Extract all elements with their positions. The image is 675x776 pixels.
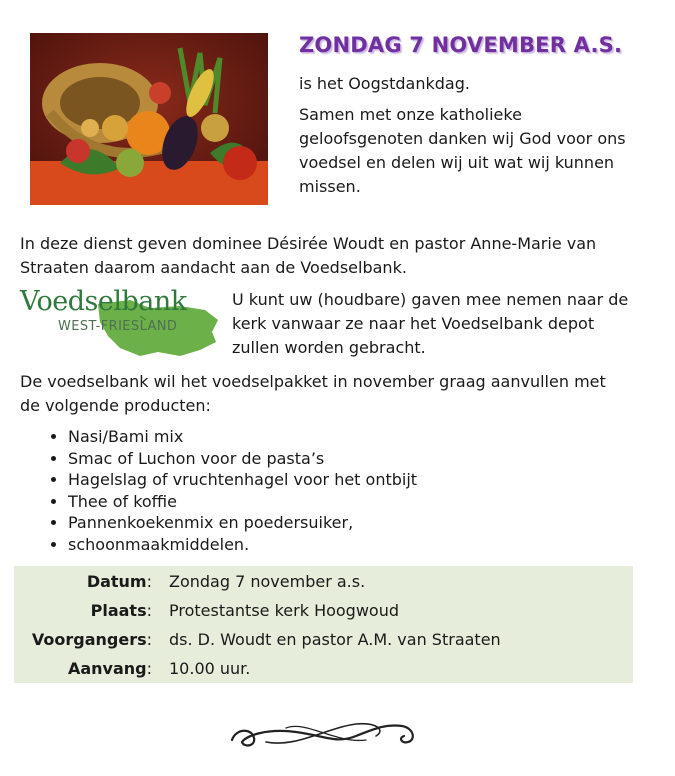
intro-line-1: is het Oogstdankdag. xyxy=(299,74,470,93)
info-row-plaats xyxy=(14,597,633,625)
donation-paragraph: U kunt uw (houdbare) gaven mee nemen naar de kerk vanwaar ze naar het Voedselbank depot zullen worden gebracht. xyxy=(232,290,629,357)
list-item: • Hagelslag of vruchtenhagel voor het ontbijt xyxy=(68,469,628,491)
info-value: Protestantse kerk Hoogwoud xyxy=(169,601,399,620)
logo-region: WEST-FRIESLAND xyxy=(58,319,178,334)
intro-line-2: Samen met onze katholieke geloofsgenoten danken wij God voor ons voedsel en delen wij uit wat wij kunnen missen. xyxy=(299,105,626,196)
info-value: ds. D. Woudt en pastor A.M. van Straaten xyxy=(169,630,501,649)
flourish-divider-icon xyxy=(226,714,418,758)
info-value: Zondag 7 november a.s. xyxy=(169,572,366,591)
info-box xyxy=(14,566,633,683)
products-intro: De voedselbank wil het voedselpakket in november graag aanvullen met de volgende producten: xyxy=(20,372,606,415)
list-item: • Pannenkoekenmix en poedersuiker, xyxy=(68,512,628,534)
service-paragraph: In deze dienst geven dominee Désirée Woudt en pastor Anne-Marie van Straaten daarom aandacht aan de Voedselbank. xyxy=(20,234,597,277)
logo-name: Voedselbank xyxy=(20,286,187,317)
voedselbank-logo xyxy=(20,286,220,361)
info-label: Aanvang: xyxy=(67,659,152,678)
list-item: • schoonmaakmiddelen. xyxy=(68,534,628,556)
info-row-aanvang xyxy=(14,655,633,683)
list-item: • Smac of Luchon voor de pasta’s xyxy=(68,448,628,470)
harvest-photo xyxy=(30,33,268,205)
harvest-image xyxy=(30,33,268,205)
intro-text xyxy=(299,72,639,206)
info-label: Plaats: xyxy=(90,601,152,620)
info-row-voorgangers xyxy=(14,626,633,654)
list-item: • Thee of koffie xyxy=(68,491,628,513)
info-label: Datum: xyxy=(86,572,152,591)
list-item: • Nasi/Bami mix xyxy=(68,426,628,448)
info-value: 10.00 uur. xyxy=(169,659,251,678)
info-label: Voorgangers: xyxy=(31,630,152,649)
page-title: ZONDAG 7 NOVEMBER A.S. xyxy=(299,33,623,57)
products-list xyxy=(20,426,628,555)
info-row-datum xyxy=(14,568,633,596)
